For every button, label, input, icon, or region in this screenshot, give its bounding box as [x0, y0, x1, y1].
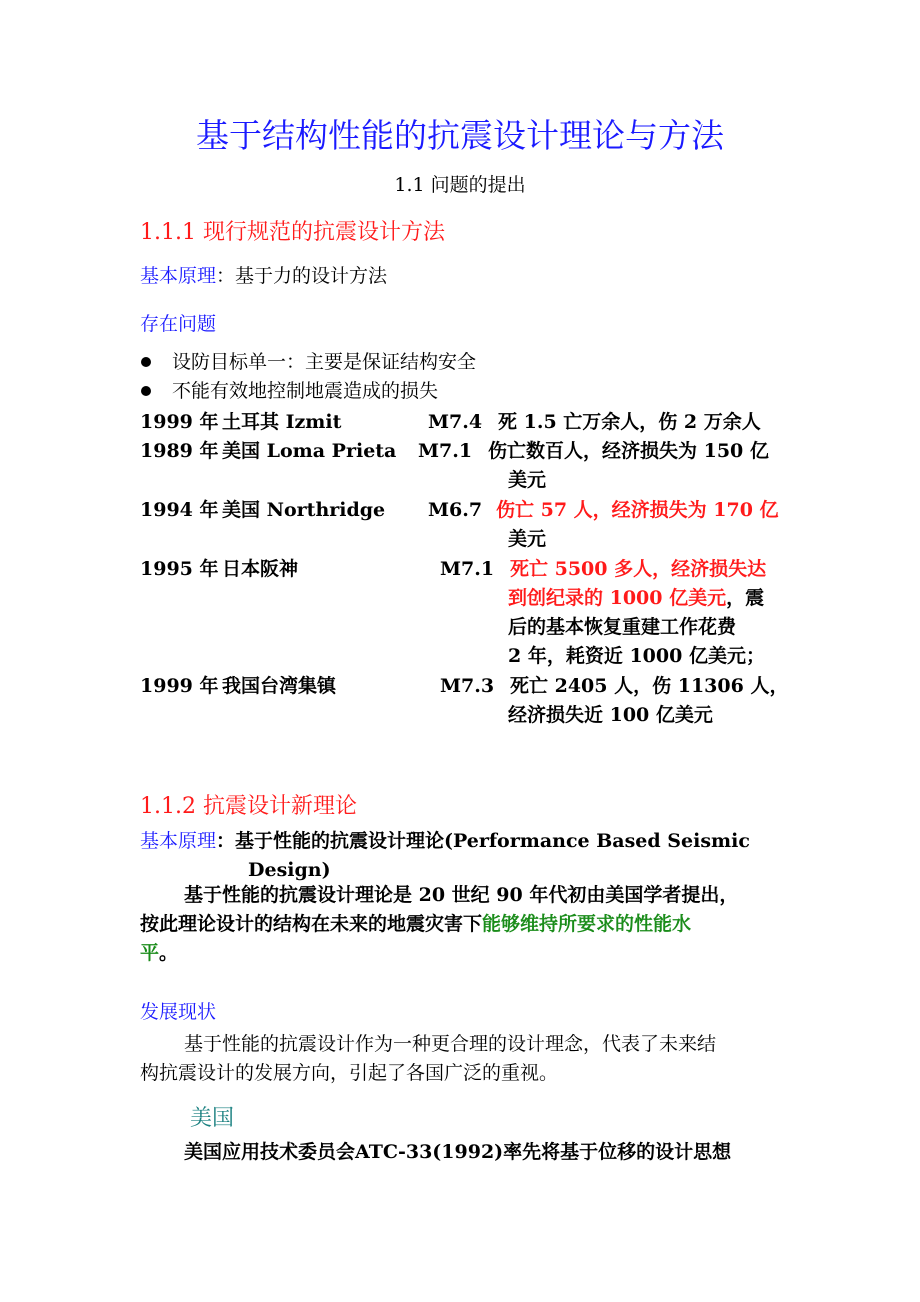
quake-place: 美国 Loma Prieta [222, 440, 397, 462]
principle-label-2: 基本原理 [140, 830, 217, 852]
bullet-icon [141, 357, 151, 367]
principle-label: 基本原理 [140, 265, 217, 287]
quake-year: 1995 年 [140, 558, 219, 580]
quake-place: 美国 Northridge [222, 499, 386, 521]
quake-year: 1999 年 [140, 675, 219, 697]
document-title: 基于结构性能的抗震设计理论与方法 [196, 116, 724, 155]
quake-impact-cont: 后的基本恢复重建工作花费 [508, 616, 737, 638]
bullet-item-1: 设防目标单一：主要是保证结构安全 [172, 351, 477, 373]
principle-text-2: ：基于性能的抗震设计理论(Performance Based Seismic [216, 830, 750, 852]
quake-year: 1994 年 [140, 499, 219, 521]
quake-impact-rest: ，震 [726, 587, 765, 609]
paragraph-1-highlight-end: 平 [140, 942, 160, 964]
quake-impact: 死 1.5 亡万余人，伤 2 万余人 [498, 411, 761, 433]
subsection-heading-1-1-2: 1.1.2 抗震设计新理论 [140, 794, 357, 819]
section-heading: 1.1 问题的提出 [394, 174, 526, 196]
quake-impact: 伤亡 57 人，经济损失为 170 亿 [496, 499, 779, 521]
development-label: 发展现状 [140, 1001, 217, 1023]
paragraph-1-text: 按此理论设计的结构在未来的地震灾害下 [140, 913, 483, 935]
usa-heading: 美国 [190, 1106, 235, 1131]
paragraph-1-line-2 [140, 910, 691, 939]
principle-line-2 [140, 827, 750, 856]
bullet-icon [141, 386, 151, 396]
quake-impact-red: 到创纪录的 1000 亿美元 [508, 587, 727, 609]
paragraph-1-line-3 [140, 939, 178, 968]
quake-magnitude: M6.7 [428, 499, 483, 521]
quake-impact: 死亡 5500 多人，经济损失达 [510, 558, 767, 580]
quake-impact-cont: 经济损失近 100 亿美元 [508, 704, 713, 726]
quake-magnitude: M7.3 [440, 675, 495, 697]
paragraph-1-period: 。 [159, 942, 179, 964]
principle-text-2-cont: Design) [248, 859, 331, 881]
quake-magnitude: M7.1 [418, 440, 473, 462]
quake-magnitude: M7.1 [440, 558, 495, 580]
quake-impact: 伤亡数百人，经济损失为 150 亿 [488, 440, 769, 462]
quake-year: 1999 年 [140, 411, 219, 433]
problems-label: 存在问题 [140, 313, 217, 335]
paragraph-3-line-1: 美国应用技术委员会ATC-33(1992)率先将基于位移的设计思想 [184, 1141, 732, 1163]
quake-impact-cont: 2 年，耗资近 1000 亿美元； [508, 645, 765, 667]
principle-text: ：基于力的设计方法 [216, 265, 388, 287]
paragraph-2-line-2: 构抗震设计的发展方向，引起了各国广泛的重视。 [140, 1062, 559, 1084]
paragraph-1-line-1: 基于性能的抗震设计理论是 20 世纪 90 年代初由美国学者提出， [184, 884, 739, 906]
quake-impact: 死亡 2405 人，伤 11306 人， [510, 675, 789, 697]
quake-impact-cont [508, 584, 764, 613]
quake-place: 我国台湾集镇 [222, 675, 337, 697]
quake-magnitude: M7.4 [428, 411, 483, 433]
principle-line [140, 262, 387, 291]
quake-year: 1989 年 [140, 440, 219, 462]
bullet-item-2: 不能有效地控制地震造成的损失 [172, 380, 439, 402]
quake-impact-cont: 美元 [508, 528, 547, 550]
paragraph-2-line-1: 基于性能的抗震设计作为一种更合理的设计理念，代表了未来结 [184, 1033, 717, 1055]
paragraph-1-highlight: 能够维持所要求的性能水 [482, 913, 692, 935]
subsection-heading-1-1-1: 1.1.1 现行规范的抗震设计方法 [140, 220, 445, 245]
quake-impact-cont: 美元 [508, 469, 547, 491]
quake-place: 日本阪神 [222, 558, 299, 580]
quake-place: 土耳其 Izmit [222, 411, 342, 433]
